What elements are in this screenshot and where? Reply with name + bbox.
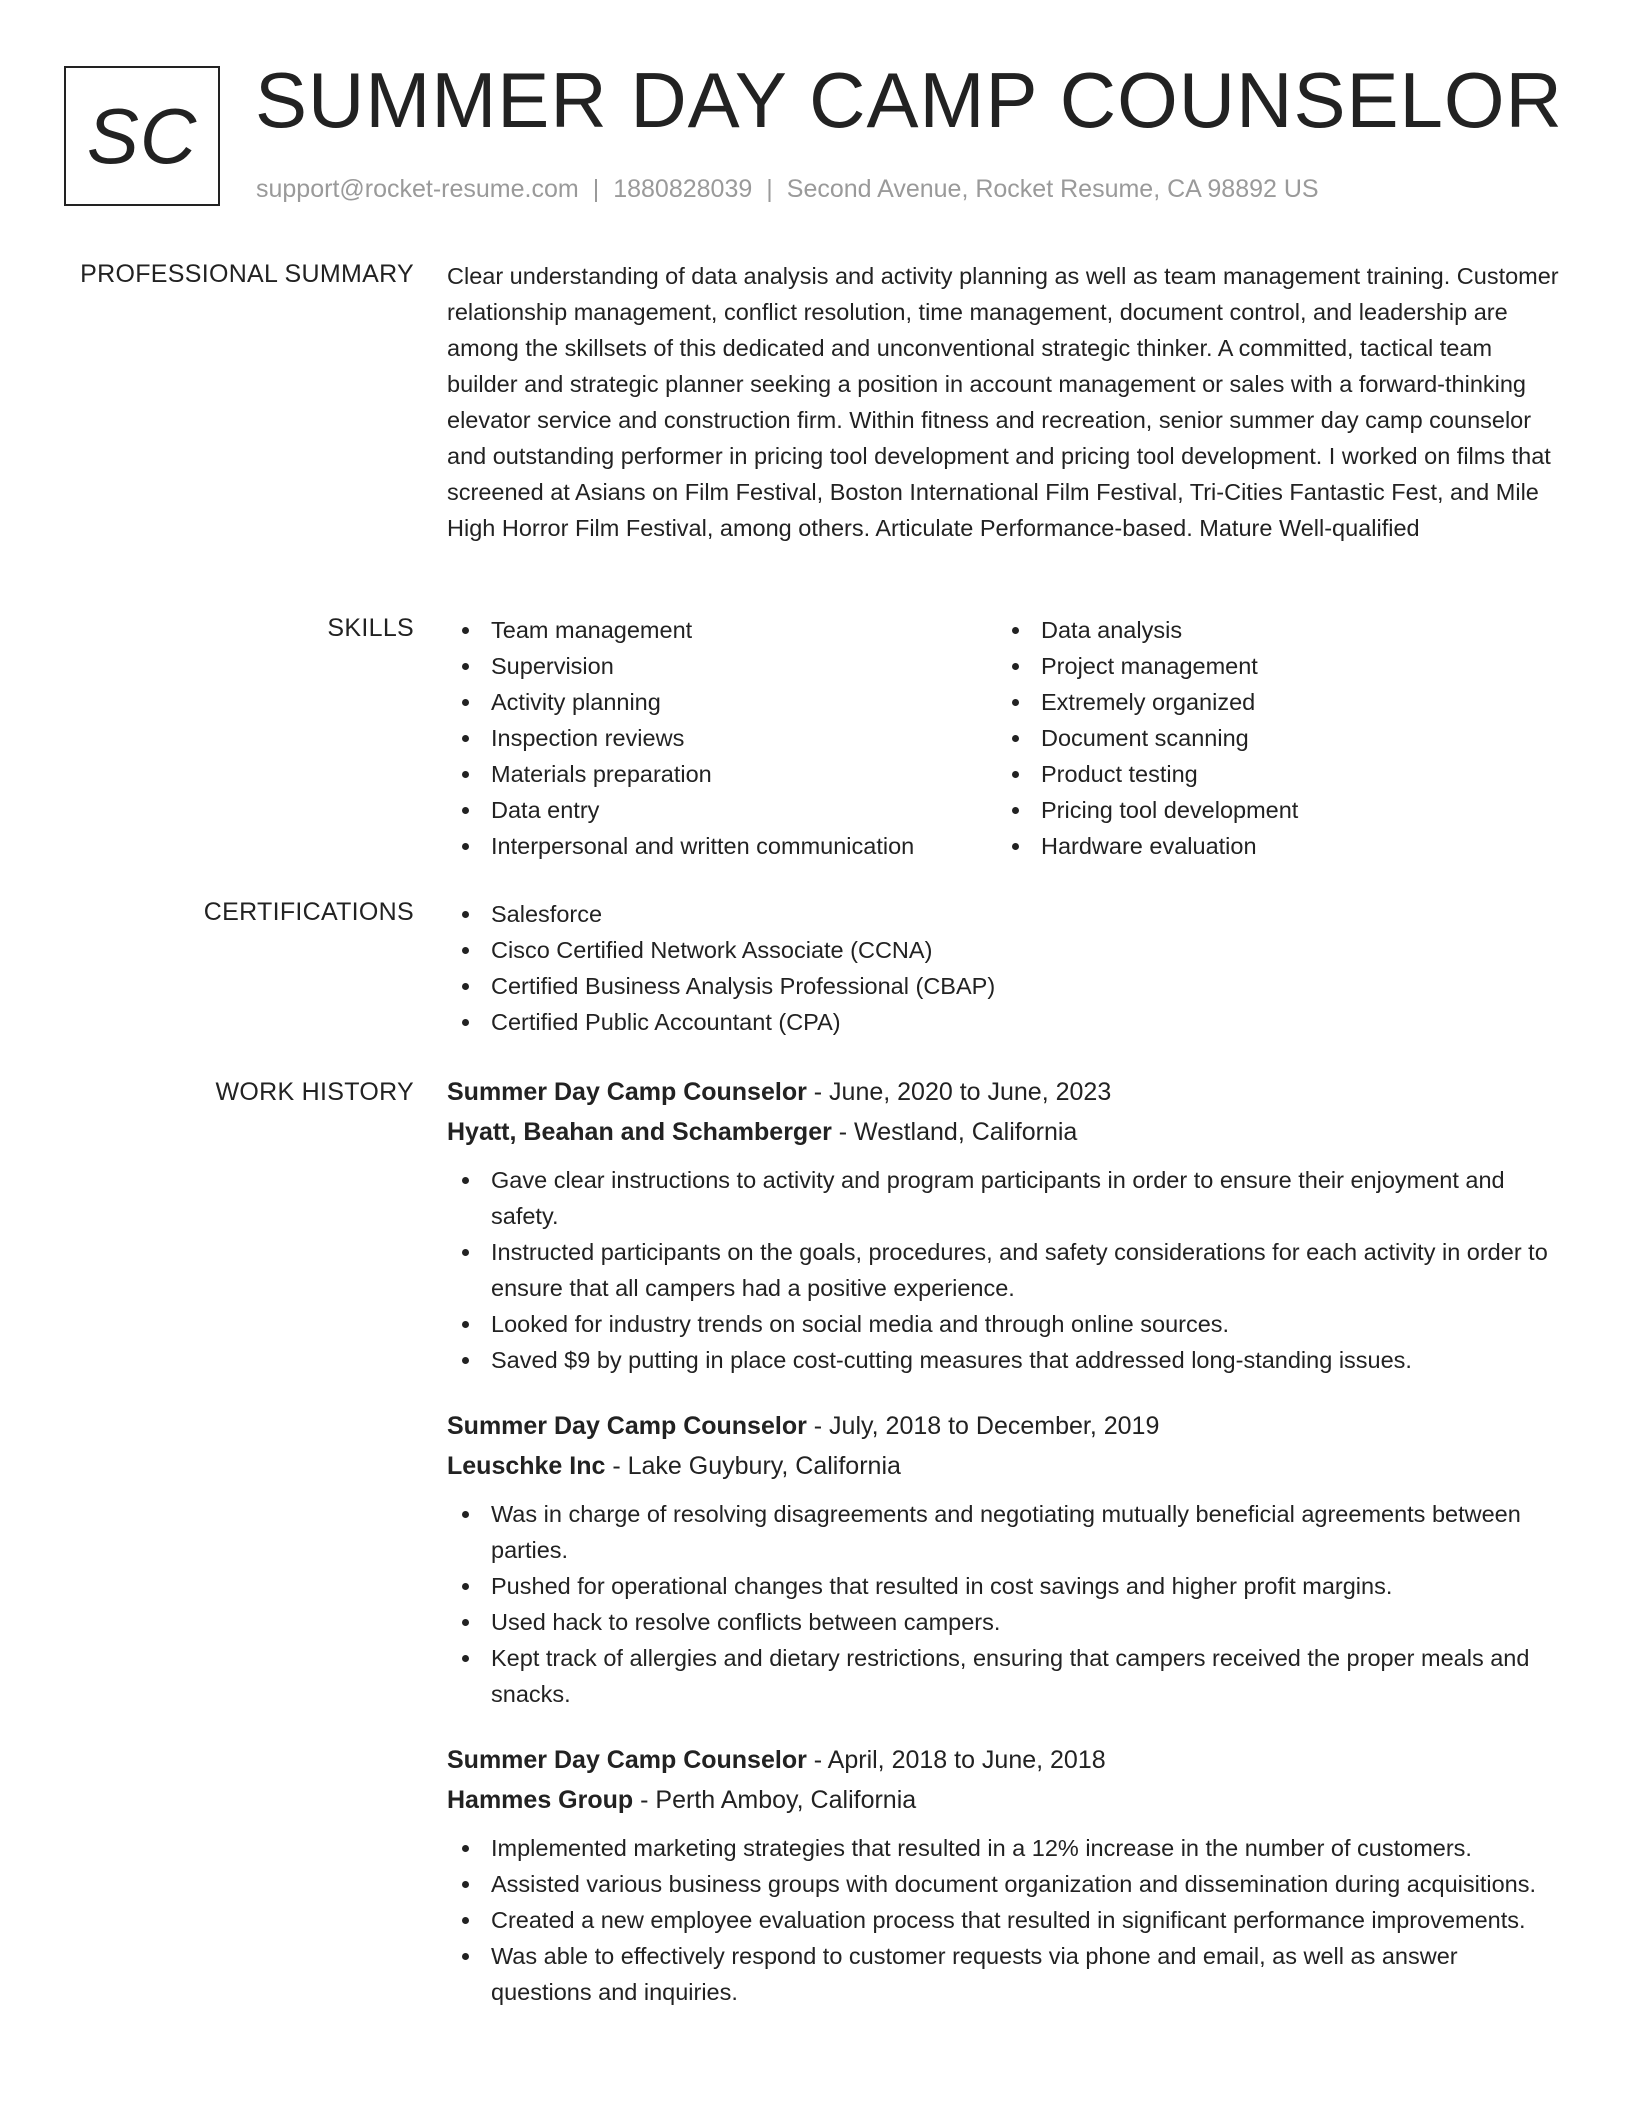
job-company-line — [447, 1112, 1562, 1152]
list-item: Interpersonal and written communication — [447, 828, 997, 864]
email-link[interactable]: support@rocket-resume.com — [256, 175, 579, 203]
section-label-work-history: WORK HISTORY — [215, 1078, 414, 1106]
job-location: - Lake Guybury, California — [605, 1452, 901, 1480]
list-item: Supervision — [447, 648, 997, 684]
list-item: Data analysis — [997, 612, 1547, 648]
summary-text: Clear understanding of data analysis and activity planning as well as team management training. Customer relationship management, conflict resolution, time management, document control, and leadership are among the skillsets of this dedicated and unconventional strategic thinker. A committed, tactical team builder and strategic planner seeking a position in account management or sales with a forward-thinking elevator service and construction firm. Within fitness and recreation, senior summer day camp counselor and outstanding performer in pricing tool development and pricing tool development. I worked on films that screened at Asians on Film Festival, Boston International Film Festival, Tri-Cities Fantastic Fest, and Mile High Horror Film Festival, among others. Articulate Performance-based. Mature Well-qualified — [447, 263, 1559, 541]
list-item: Data entry — [447, 792, 997, 828]
job-entry — [447, 1072, 1562, 1378]
list-item: Saved $9 by putting in place cost-cutting measures that addressed long-standing issues. — [447, 1342, 1562, 1378]
job-company: Hammes Group — [447, 1786, 634, 1814]
job-title-line — [447, 1740, 1562, 1780]
job-title-line — [447, 1406, 1562, 1446]
job-bullets — [447, 1162, 1562, 1378]
list-item: Certified Business Analysis Professional (CBAP) — [447, 968, 1562, 1004]
section-label-summary: PROFESSIONAL SUMMARY — [80, 260, 414, 288]
job-entry — [447, 1406, 1562, 1712]
skills-list — [447, 612, 1562, 864]
job-location: - Westland, California — [831, 1118, 1078, 1146]
monogram-logo: SC — [64, 66, 220, 206]
job-company-line — [447, 1446, 1562, 1486]
skills-left-column — [447, 612, 997, 864]
list-item: Hardware evaluation — [997, 828, 1547, 864]
section-label-certifications: CERTIFICATIONS — [203, 898, 414, 926]
job-company: Hyatt, Beahan and Schamberger — [447, 1118, 832, 1146]
list-item: Implemented marketing strategies that resulted in a 12% increase in the number of customers. — [447, 1830, 1562, 1866]
job-company-line — [447, 1780, 1562, 1820]
list-item: Looked for industry trends on social media and through online sources. — [447, 1306, 1562, 1342]
phone-number[interactable]: 1880828039 — [613, 175, 753, 203]
job-company: Leuschke Inc — [447, 1452, 606, 1480]
list-item: Instructed participants on the goals, procedures, and safety considerations for each activity in order to ensure that all campers had a positive experience. — [447, 1234, 1562, 1306]
job-location: - Perth Amboy, California — [633, 1786, 917, 1814]
separator: | — [766, 175, 773, 203]
list-item: Assisted various business groups with document organization and dissemination during acquisitions. — [447, 1866, 1562, 1902]
resume-title: SUMMER DAY CAMP COUNSELOR — [255, 56, 1563, 144]
list-item: Salesforce — [447, 896, 1562, 932]
job-dates: - June, 2020 to June, 2023 — [806, 1078, 1112, 1106]
job-title: Summer Day Camp Counselor — [447, 1078, 807, 1106]
list-item: Team management — [447, 612, 997, 648]
job-title-line — [447, 1072, 1562, 1112]
list-item: Project management — [997, 648, 1547, 684]
list-item: Was in charge of resolving disagreements and negotiating mutually beneficial agreements between parties. — [447, 1496, 1562, 1568]
work-history-list — [447, 1072, 1562, 2038]
address: Second Avenue, Rocket Resume, CA 98892 US — [786, 175, 1319, 203]
job-title: Summer Day Camp Counselor — [447, 1412, 807, 1440]
section-label-skills: SKILLS — [327, 614, 414, 642]
list-item: Cisco Certified Network Associate (CCNA) — [447, 932, 1562, 968]
certifications-list — [447, 896, 1562, 1040]
job-dates: - July, 2018 to December, 2019 — [806, 1412, 1160, 1440]
list-item: Pushed for operational changes that resulted in cost savings and higher profit margins. — [447, 1568, 1562, 1604]
list-item: Gave clear instructions to activity and program participants in order to ensure their enjoyment and safety. — [447, 1162, 1562, 1234]
list-item: Extremely organized — [997, 684, 1547, 720]
list-item: Kept track of allergies and dietary restrictions, ensuring that campers received the proper meals and snacks. — [447, 1640, 1562, 1712]
list-item: Certified Public Accountant (CPA) — [447, 1004, 1562, 1040]
list-item: Activity planning — [447, 684, 997, 720]
list-item: Materials preparation — [447, 756, 997, 792]
list-item: Inspection reviews — [447, 720, 997, 756]
separator: | — [592, 175, 600, 203]
skills-right-column — [997, 612, 1547, 864]
job-bullets — [447, 1830, 1562, 2010]
list-item: Document scanning — [997, 720, 1547, 756]
job-dates: - April, 2018 to June, 2018 — [806, 1746, 1106, 1774]
list-item: Pricing tool development — [997, 792, 1547, 828]
job-title: Summer Day Camp Counselor — [447, 1746, 807, 1774]
list-item: Was able to effectively respond to customer requests via phone and email, as well as answer questions and inquiries. — [447, 1938, 1562, 2010]
job-entry — [447, 1740, 1562, 2010]
contact-line — [256, 175, 1319, 204]
list-item: Used hack to resolve conflicts between campers. — [447, 1604, 1562, 1640]
list-item: Created a new employee evaluation process that resulted in significant performance improvements. — [447, 1902, 1562, 1938]
list-item: Product testing — [997, 756, 1547, 792]
job-bullets — [447, 1496, 1562, 1712]
